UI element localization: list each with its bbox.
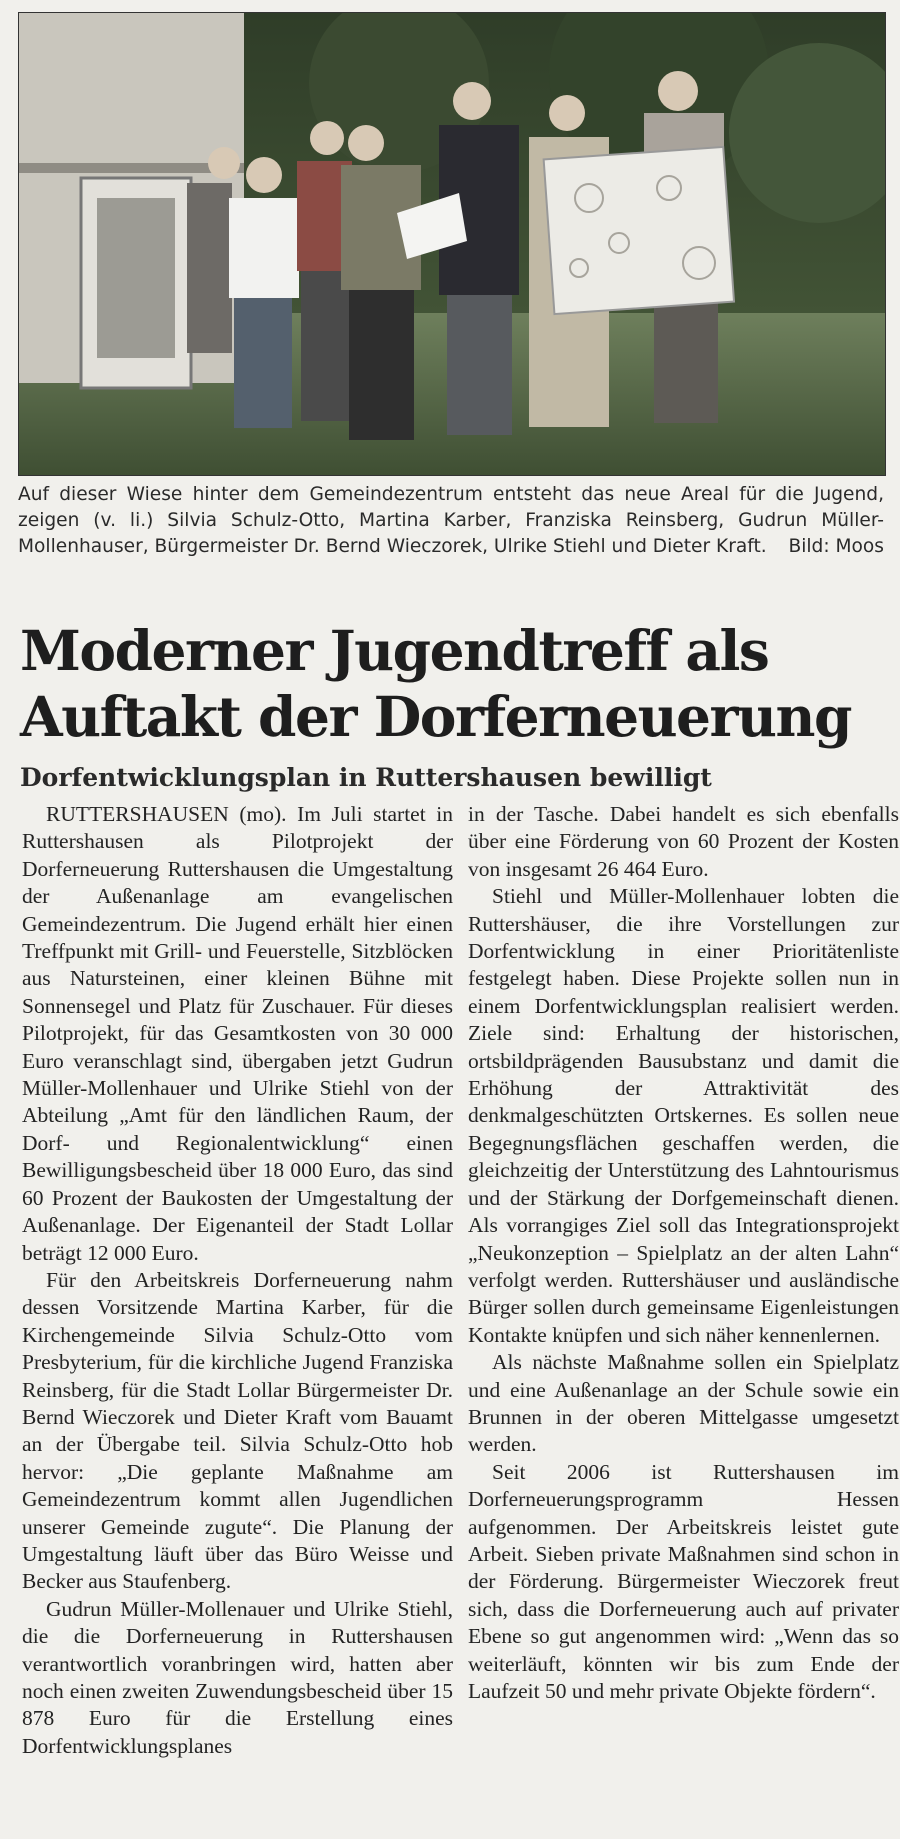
paragraph: Stiehl und Müller-Mollenhauer lobten die Ruttershäuser, die ihre Vorstellungen zur Dorfentwicklung in einer Prioritätenliste festgelegt haben. Diese Projekte sollen nun in einem Dorfentwicklungsplan realisiert werden. Ziele sind: Erhaltung der historischen, ortsbildprägenden Bausubstanz und damit die Erhöhung der Attraktivität des denkmalgeschützten Ortskernes. Es sollen neue Begegnungsflächen geschaffen werden, die gleichzeitig der Unterstützung des Lahntourismus und der Stärkung der Dorfgemeinschaft dienen. Als vorrangiges Ziel soll das Integrationsprojekt „Neukonzeption – Spielplatz an der alten Lahn“ verfolgt werden. Ruttershäuser und ausländische Bürger sollen durch gemeinsame Eigenleistungen Kontakte knüpfen und sich näher kennenlernen. bbox=[468, 884, 899, 1347]
headline: Moderner Jugendtreff als Auftakt der Dorferneuerung bbox=[20, 618, 851, 749]
article-column-right bbox=[468, 801, 899, 1705]
paragraph: Als nächste Maßnahme sollen ein Spielplatz und eine Außenanlage an der Schule sowie ein Brunnen in der oberen Mittelgasse umgesetzt werden. bbox=[468, 1350, 899, 1457]
subheadline: Dorfentwicklungsplan in Ruttershausen bewilligt bbox=[20, 763, 712, 792]
paragraph: RUTTERSHAUSEN (mo). Im Juli startet in Ruttershausen als Pilotprojekt der Dorferneuerung Ruttershausen die Umgestaltung der Außenanlage am evangelischen Gemeindezentrum. Die Jugend erhält hier einen Treffpunkt mit Grill- und Feuerstelle, Sitzblöcken aus Natursteinen, einer kleinen Bühne mit Sonnensegel und Platz für Zuschauer. Für dieses Pilotprojekt, für das Gesamtkosten von 30 000 Euro veranschlagt sind, übergaben jetzt Gudrun Müller-Mollenhauer und Ulrike Stiehl von der Abteilung „Amt für den ländlichen Raum, der Dorf- und Regionalentwicklung“ einen Bewilligungsbescheid über 18 000 Euro, das sind 60 Prozent der Baukosten der Umgestaltung der Außenanlage. Der Eigenanteil der Stadt Lollar beträgt 12 000 Euro. bbox=[22, 802, 453, 1265]
paragraph: in der Tasche. Dabei handelt es sich ebenfalls über eine Förderung von 60 Prozent der Kosten von insgesamt 26 464 Euro. bbox=[468, 802, 899, 881]
caption-text: Auf dieser Wiese hinter dem Gemeindezentrum entsteht das neue Areal für die Jugend, zeigen (v. li.) Silvia Schulz-Otto, Martina Karber, Franziska Reinsberg, Gudrun Müller-Mollenhauser, Bürgermeister Dr. Bernd Wieczorek, Ulrike Stiehl und Dieter Kraft. bbox=[18, 484, 884, 557]
paragraph: Für den Arbeitskreis Dorferneuerung nahm dessen Vorsitzende Martina Karber, für die Kirchengemeinde Silvia Schulz-Otto vom Presbyterium, für die kirchliche Jugend Franziska Reinsberg, für die Stadt Lollar Bürgermeister Dr. Bernd Wieczorek und Dieter Kraft vom Bauamt an der Übergabe teil. Silvia Schulz-Otto hob hervor: „Die geplante Maßnahme am Gemeindezentrum kommt allen Jugendlichen unserer Gemeinde zugute“. Die Planung der Umgestaltung läuft über das Büro Weisse und Becker aus Staufenberg. bbox=[22, 1267, 453, 1594]
paragraph: Seit 2006 ist Ruttershausen im Dorferneuerungsprogramm Hessen aufgenommen. Der Arbeitskreis leistet gute Arbeit. Sieben private Maßnahmen sind schon in der Förderung. Bürgermeister Wieczorek freut sich, dass die Dorferneuerung auch auf privater Ebene so gut angenommen wird: „Wenn das so weiterläuft, könnten wir bis zum Ende der Laufzeit 50 und mehr private Objekte fördern“. bbox=[468, 1459, 899, 1703]
group-photo-illustration bbox=[19, 13, 885, 475]
article-photo bbox=[18, 12, 886, 476]
photo-caption bbox=[18, 482, 884, 560]
paragraph: Gudrun Müller-Mollenauer und Ulrike Stiehl, die die Dorferneuerung in Ruttershausen verantwortlich voranbringen wird, hatten aber noch einen zweiten Zuwendungsbescheid über 15 878 Euro für die Erstellung eines Dorfentwicklungsplanes bbox=[22, 1596, 453, 1758]
photo-credit: Bild: Moos bbox=[788, 536, 884, 557]
article-column-left bbox=[22, 801, 453, 1760]
